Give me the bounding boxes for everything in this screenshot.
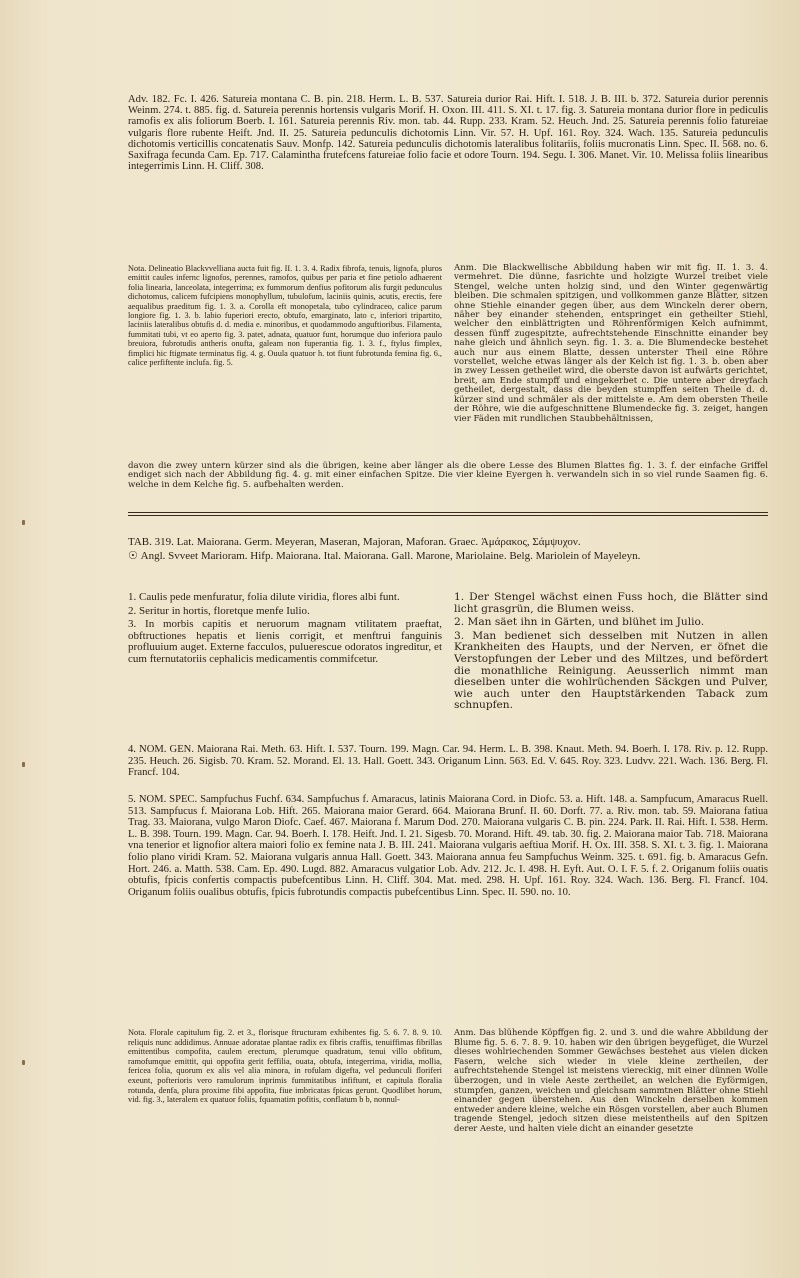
margin-mark	[22, 1060, 25, 1065]
nomen-genericum: 4. NOM. GEN. Maiorana Rai. Meth. 63. Hift. I. 537. Tourn. 199. Magn. Car. 94. Herm. L. B. 398. Knaut. Meth. 94. Boerh. I. 178. Riv. p. 12. Rupp. 235. Heuch. 26. Sigisb. 70. Kram. 52. Morand. El. 13. Hall. Goett. 343. Origanum Linn. 563. Ed. V. 645. Roy. 323. Ludvv. 221. Wach. 136. Berg. Fl. Francf. 104.	[128, 744, 768, 779]
tab-heading-maiorana	[128, 536, 768, 563]
latin-description	[128, 592, 442, 712]
nota2-latin: Nota. Florale capitulum fig. 2. et 3., florisque ftructuram exhibentes fig. 5. 6. 7. 8. 9. 10. reliquis nunc addidimus. Annuae adoratae plantae radix ex fibris craffis, tenuiffimas fibrillas emittentibus compofita, caulem erectum, plerumque quadratum, tenui villo obfitum, ramofumque emittit, qui oppofita gerit feffilia, ouata, obtufa, integerrima, viridia, mollia, fericea folia, quorum ex alis vel alia minora, in rofulam digefta, vel pedunculi floriferi exeunt, pofterioris vero ramulorum inprimis fummitatibus infiftunt, et capitula floralia rotunda, denfa, plura proxime fibi appofita, fiue imbricatas fpicas gerunt. Quodlibet horum, vid. fig. 3., lateralem ex quatuor foliis, fquamatim pofitis, conflatum b b, nonnul-	[128, 1028, 442, 1105]
section-divider	[128, 512, 768, 513]
german-item: 1. Der Stengel wächst einen Fuss hoch, die Blätter sind licht grasgrün, die Blumen weiss.	[454, 591, 768, 615]
nota-latin: Nota. Delineatio Blackvvelliana aucta fuit fig. II. 1. 3. 4. Radix fibrofa, tenuis, lignofa, pluros emittit caules infernc lignofos, perennes, ramofos, quibus per paria et fine petiolo adhaerent folia linearia, lanceolata, integerrima; ex fummorum denfius pofitorum alis furgit pedunculus dichotomus, calicem fufcipiens monophyllum, tubulofum, laciniis quinis, acutis, erectis, fere aequalibus praeditum fig. 1. 3. a. Corolla eft monopetala, tubo cylindraceo, calice parum longiore fig. 1. 3. b. labio fuperiori erecto, obtufo, emarginato, lato c, inferiori tripartito, laciniis lateralibus obtufis d. d. media e. minoribus, et quodammodo anguftioribus. Filamenta, fummitati tubi, vt eo aperto fig. 3. patet, adnata, quatuor funt, horumque duo inferiora paulo breuiora, fubrotudis antheris onufta, galeam non fuperantia fig. 1. 3. f., ftylus fimplex, fimplici hic ftigmate terminatus fig. 4. g. Ouula quatuor h. tot fiunt fubrotunda femina fig. 6., calice perfiftente inclufa. fig. 5.	[128, 264, 442, 368]
margin-mark	[22, 762, 25, 767]
nota2-german: Anm. Das blühende Köpffgen fig. 2. und 3. und die wahre Abbildung der Blume fig. 5. 6. 7. 8. 9. 10. haben wir den übrigen beygefüget, die Wurzel dieses wohlriechenden Sommer Gewächses bestehet aus vielen dicken Fasern, welche sich wieder in viele kleine zertheilen, der aufrechtstehende Stengel ist meistens viereckig, mit einer dünnen Wolle überzogen, und in viele Aeste zertheilet, an welchen die Eyförmigen, stumpfen, ganzen, weichen und gleichsam sammtnen Blätter ohne Stiehl einander gegen überstehen. Aus den Winckeln derselben kommen entweder andere kleine, welche ein Rösgen vorstellen, aber auch Blumen tragende Stengel, jedoch sitzen diese meistentheils auf den Spitzen derer Aeste, und halten viele dicht an einander gesetzte	[454, 1027, 768, 1133]
synonym-entry-satureia: Adv. 182. Fc. I. 426. Satureia montana C. B. pin. 218. Herm. L. B. 537. Satureia durior Rai. Hift. I. 518. J. B. III. b. 372. Satureia durior perennis Weinm. 274. t. 885. fig. d. Satureia perennis hortensis vulgaris Morif. H. Oxon. III. 411. S. XI. t. 17. fig. 3. Satureia montana durior flore in pediculis ramofis ex alis foliorum Boerb. I. 161. Satureia perennis Riv. mon. tab. 44. Rupp. 233. Kram. 52. Heuch. Jnd. 25. Satureia perennis folio fatureiae vulgaris flore rubente Heift. Jnd. II. 25. Satureia pedunculis dichotomis Linn. Vir. 57. H. Upf. 161. Roy. 324. Wach. 135. Satureia pedunculis dichotomis verticillis concatenatis Sauv. Monfp. 142. Satureia pedunculis dichotomis lateralibus folitariis, foliis mucronatis Linn. Spec. II. 568. no. 6. Saxifraga fecunda Cam. Ep. 717. Calamintha frutefcens fatureiae folio facie et odore Tourn. 194. Segu. I. 306. Manet. Vir. 10. Melissa foliis linearibus integerrimis Linn. H. Cliff. 308.	[128, 94, 768, 173]
german-item: 3. Man bedienet sich desselben mit Nutzen in allen Krankheiten des Haupts, und der Nerven, er öfnet die Verstopfungen der Leber und des Miltzes, und befördert die monathliche Reinigung. Aeusserlich nimmt man dieselben unter die wohlrüchenden Säckgen und Pulver, wie auch unter den Hauptstärkenden Taback zum schnupfen.	[454, 629, 768, 712]
margin-mark	[22, 520, 25, 525]
latin-item: 3. In morbis capitis et neruorum magnam vtilitatem praeftat, obftructiones hepatis et lienis corrigit, et menftrui fanguinis profluuium auget. Externe facculos, puluerescue odoratos ingreditur, et cum fternutatoriis cephalicis medicamentis commifcetur.	[128, 618, 442, 665]
nota-german: Anm. Die Blackwellische Abbildung haben wir mit fig. II. 1. 3. 4. vermehret. Die dünne, fasrichte und holzigte Wurzel treibet viele Stengel, welche unten holzig sind, und den Winter gegenwärtig bleiben. Die schmalen spitzigen, und vollkommen ganze Blätter, sitzen ohne Stiehle einander gegen über, aus dem Winckeln derer obern, näher bey einander stehenden, entspringet ein getheilter Stiehl, welcher den einblättrigten und Röhrenförmigen Kelch aufnimmt, dessen fünff zugespitzte, aufrechtstehende Einschnitte einander bey nahe gleich und ähnlich seyn. fig. 1. 3. a. Die Blumendecke bestehet auch nur aus einem Blatte, dessen unterster Theil eine Röhre vorstellet, welche etwas länger als der Kelch ist fig. 1. 3. b. oben aber in zwey Lessen getheilet wird, die oberste davon ist aufwärts gerichtet, breit, am Ende stumpff und eingekerbet c. Die untere aber dreyfach getheilet, dergestalt, dass die beyden stumpffen seiten Theile d. d. kürzer sind und schmäler als der mittelste e. Am dem obersten Theile der Röhre, wie die aufgeschnittene Blumendecke fig. 3. zeiget, hangen vier Fäden mit rundlichen Staubbehältnissen,	[454, 263, 768, 424]
tab-heading: TAB. 319. Lat. Maiorana. Germ. Meyeran, Maseran, Majoran, Maforan. Graec. Ἀμάρακος, Σάμψυχον.	[128, 536, 581, 548]
nota-german-continued: davon die zwey untern kürzer sind als die übrigen, keine aber länger als die obere Lesse des Blumen Blattes fig. 1. 3. f. der einfache Griffel endiget sich nach der Abbildung fig. 4. g. mit einer einfachen Spitze. Die vier kleine Eyergen h. verwandeln sich in so viel runde Saamen fig. 6. welche in dem Kelche fig. 5. aufbehalten werden.	[128, 461, 768, 490]
tab-heading-names: Angl. Svveet Marioram. Hifp. Maiorana. Ital. Maiorana. Gall. Marone, Mariolaine. Belg. Mariolein of Mayeleyn.	[140, 550, 641, 562]
sun-symbol-icon: ☉	[128, 549, 138, 562]
nota-maiorana	[128, 1028, 768, 1134]
german-item: 2. Man säet ihn in Gärten, und blühet im Julio.	[454, 616, 705, 629]
german-description	[454, 592, 768, 712]
nomen-specificum: 5. NOM. SPEC. Sampfuchus Fuchf. 634. Sampfuchus f. Amaracus, latinis Maiorana Cord. in Diofc. 53. a. Hift. 148. a. Sampfucum, Amaracus Ruell. 513. Sampfucus f. Maiorana Lob. Hift. 265. Maiorana maior Gerard. 664. Maiorana Brunf. II. 60. Dorft. 77. a. Riv. mon. tab. 59. Maiorana fatiua Trag. 33. Maiorana, vulgo Maron Diofc. Caef. 467. Maiorana f. Marum Dod. 270. Maiorana vulgaris C. B. pin. 224. Park. II. Rai. Hift. I. 538. Herm. L. B. 398. Tourn. 199. Magn. Car. 94. Boerh. I. 178. Heift. Jnd. I. 21. Sigesb. 70. Morand. Hift. 49. tab. 30. fig. 2. Maiorana maior Tab. 718. Maiorana vna tenerior et lignofior altera maiori folio ex femine nata J. B. III. 241. Maiorana vulgaris aeftiua Morif. H. Ox. III. 358. S. XI. t. 3. fig. 1. Maiorana folio plano viridi Kram. 52. Maiorana vulgaris annua Hall. Goett. 343. Maiorana annua feu Sampfuchus Weinm. 325. t. 691. fig. b. Amaracus Gefn. Hort. 246. a. Matth. 538. Cam. Ep. 490. Lugd. 882. Amaracus vulgatior Lob. Adv. 212. Jc. I. 498. H. Eyft. Aut. O. I. F. 5. f. 2. Origanum foliis ouatis obtufis, fpicis confertis compactis pubefcentibus Linn. H. Cliff. 304. Mat. med. 298. H. Upf. 161. Roy. 324. Wach. 136. Berg. Fl. Francf. 104. Origanum foliis oualibus obtufis, fpicis fubrotundis compactis pubefcentibus Linn. Spec. II. 590. no. 10.	[128, 794, 768, 898]
nota-satureia	[128, 264, 768, 424]
latin-item: 2. Seritur in hortis, floretque menfe Iulio.	[128, 604, 310, 617]
section-divider	[128, 515, 768, 516]
latin-item: 1. Caulis pede menfuratur, folia dilute viridia, flores albi funt.	[128, 591, 400, 603]
numbered-descriptions	[128, 592, 768, 712]
